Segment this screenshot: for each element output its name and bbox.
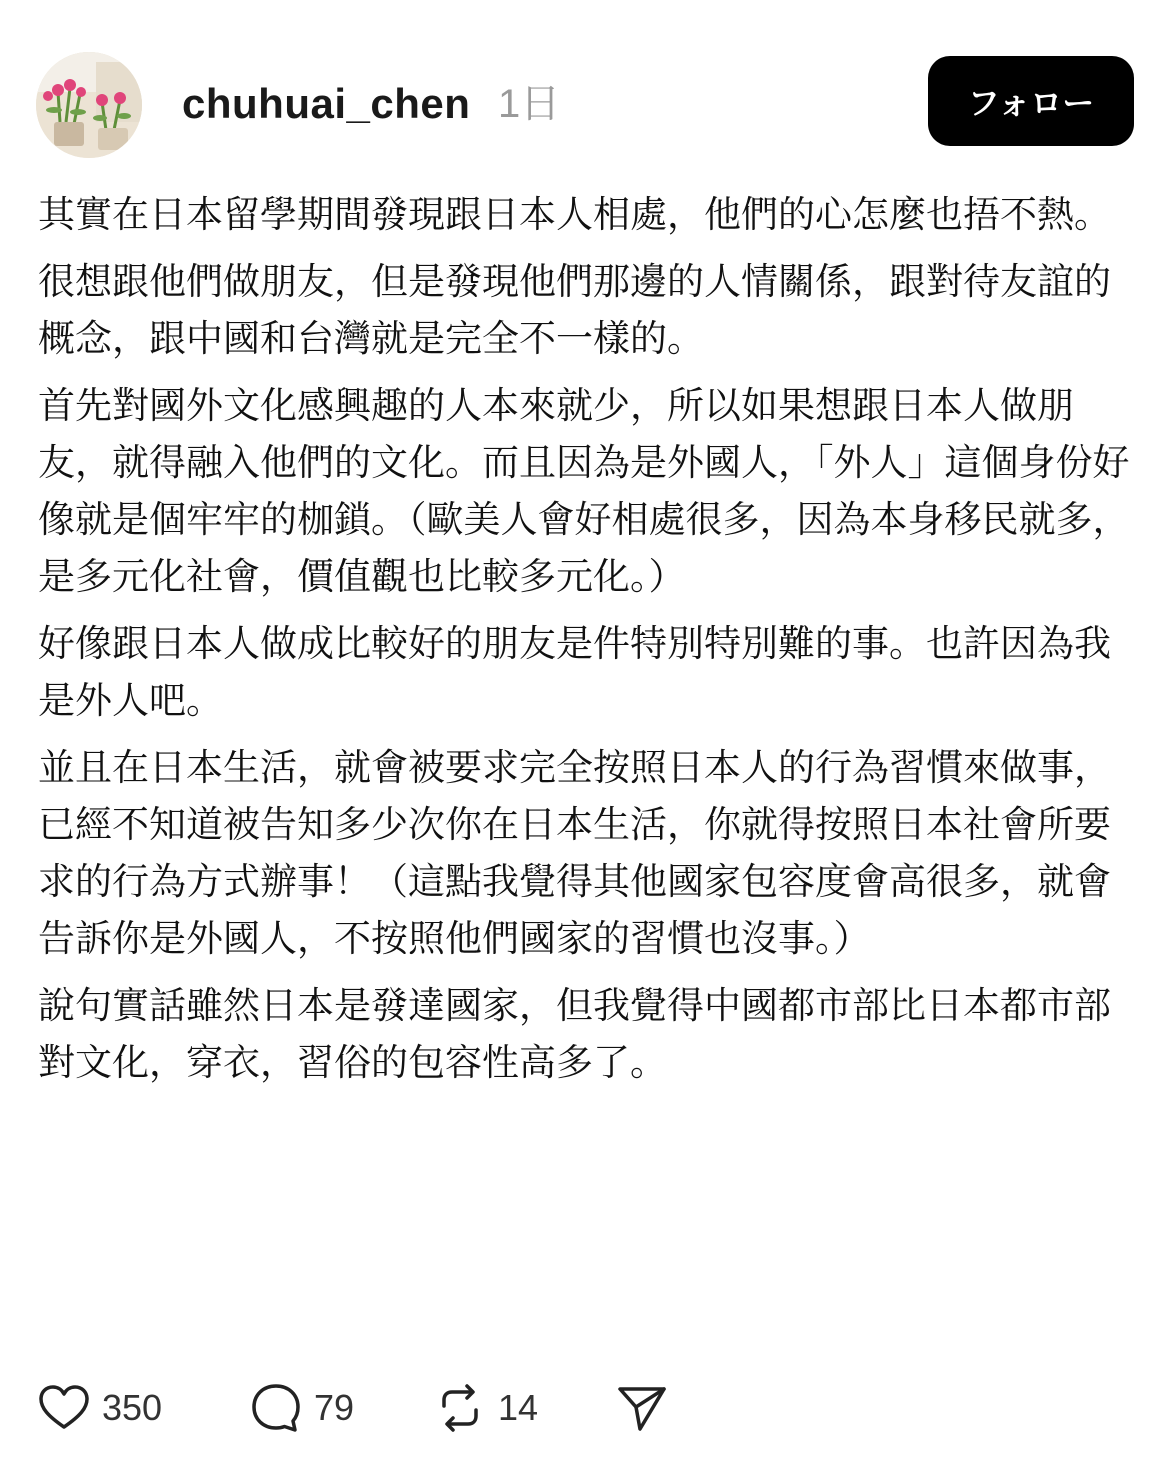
repost-count: 14	[498, 1387, 539, 1428]
post-paragraph: 首先對國外文化感興趣的人本來就少，所以如果想跟日本人做朋友，就得融入他們的文化。而且因為是外國人，「外人」這個身份好像就是個牢牢的枷鎖。（歐美人會好相處很多，因為本身移民就多，是多元化社會，價值觀也比較多元化。）	[38, 384, 1130, 598]
post-header	[36, 52, 1134, 156]
reply-button[interactable]	[248, 1380, 354, 1436]
post-actions	[36, 1380, 736, 1436]
heart-icon	[36, 1380, 92, 1436]
like-count: 350	[102, 1387, 163, 1428]
send-icon	[614, 1380, 670, 1436]
username[interactable]: chuhuai_chen	[182, 80, 471, 127]
comment-bubble-icon	[248, 1380, 304, 1436]
post-body	[38, 186, 1134, 1101]
post-paragraph: 說句實話雖然日本是發達國家，但我覺得中國都市部比日本都市部對文化，穿衣，習俗的包容性高多了。	[38, 984, 1111, 1084]
post-paragraph: 好像跟日本人做成比較好的朋友是件特別特別難的事。也許因為我是外人吧。	[38, 622, 1111, 722]
post-paragraph: 很想跟他們做朋友，但是發現他們那邊的人情關係，跟對待友誼的概念，跟中國和台灣就是完全不一樣的。	[38, 260, 1111, 360]
avatar[interactable]	[36, 52, 142, 158]
reply-count: 79	[314, 1387, 355, 1428]
share-button[interactable]	[614, 1380, 670, 1436]
repost-button[interactable]	[432, 1380, 538, 1436]
post-timestamp: 1日	[498, 82, 561, 126]
repost-icon	[432, 1380, 488, 1436]
avatar-flowers-icon	[36, 52, 142, 158]
follow-button[interactable]: フォロー	[928, 56, 1134, 146]
post-paragraph: 並且在日本生活，就會被要求完全按照日本人的行為習慣來做事，已經不知道被告知多少次你在日本生活，你就得按照日本社會所要求的行為方式辦事！（這點我覺得其他國家包容度會高很多，就會告訴你是外國人，不按照他們國家的習慣也沒事。）	[38, 746, 1111, 960]
like-button[interactable]	[36, 1380, 162, 1436]
post-paragraph: 其實在日本留學期間發現跟日本人相處，他們的心怎麼也捂不熱。	[38, 193, 1111, 236]
